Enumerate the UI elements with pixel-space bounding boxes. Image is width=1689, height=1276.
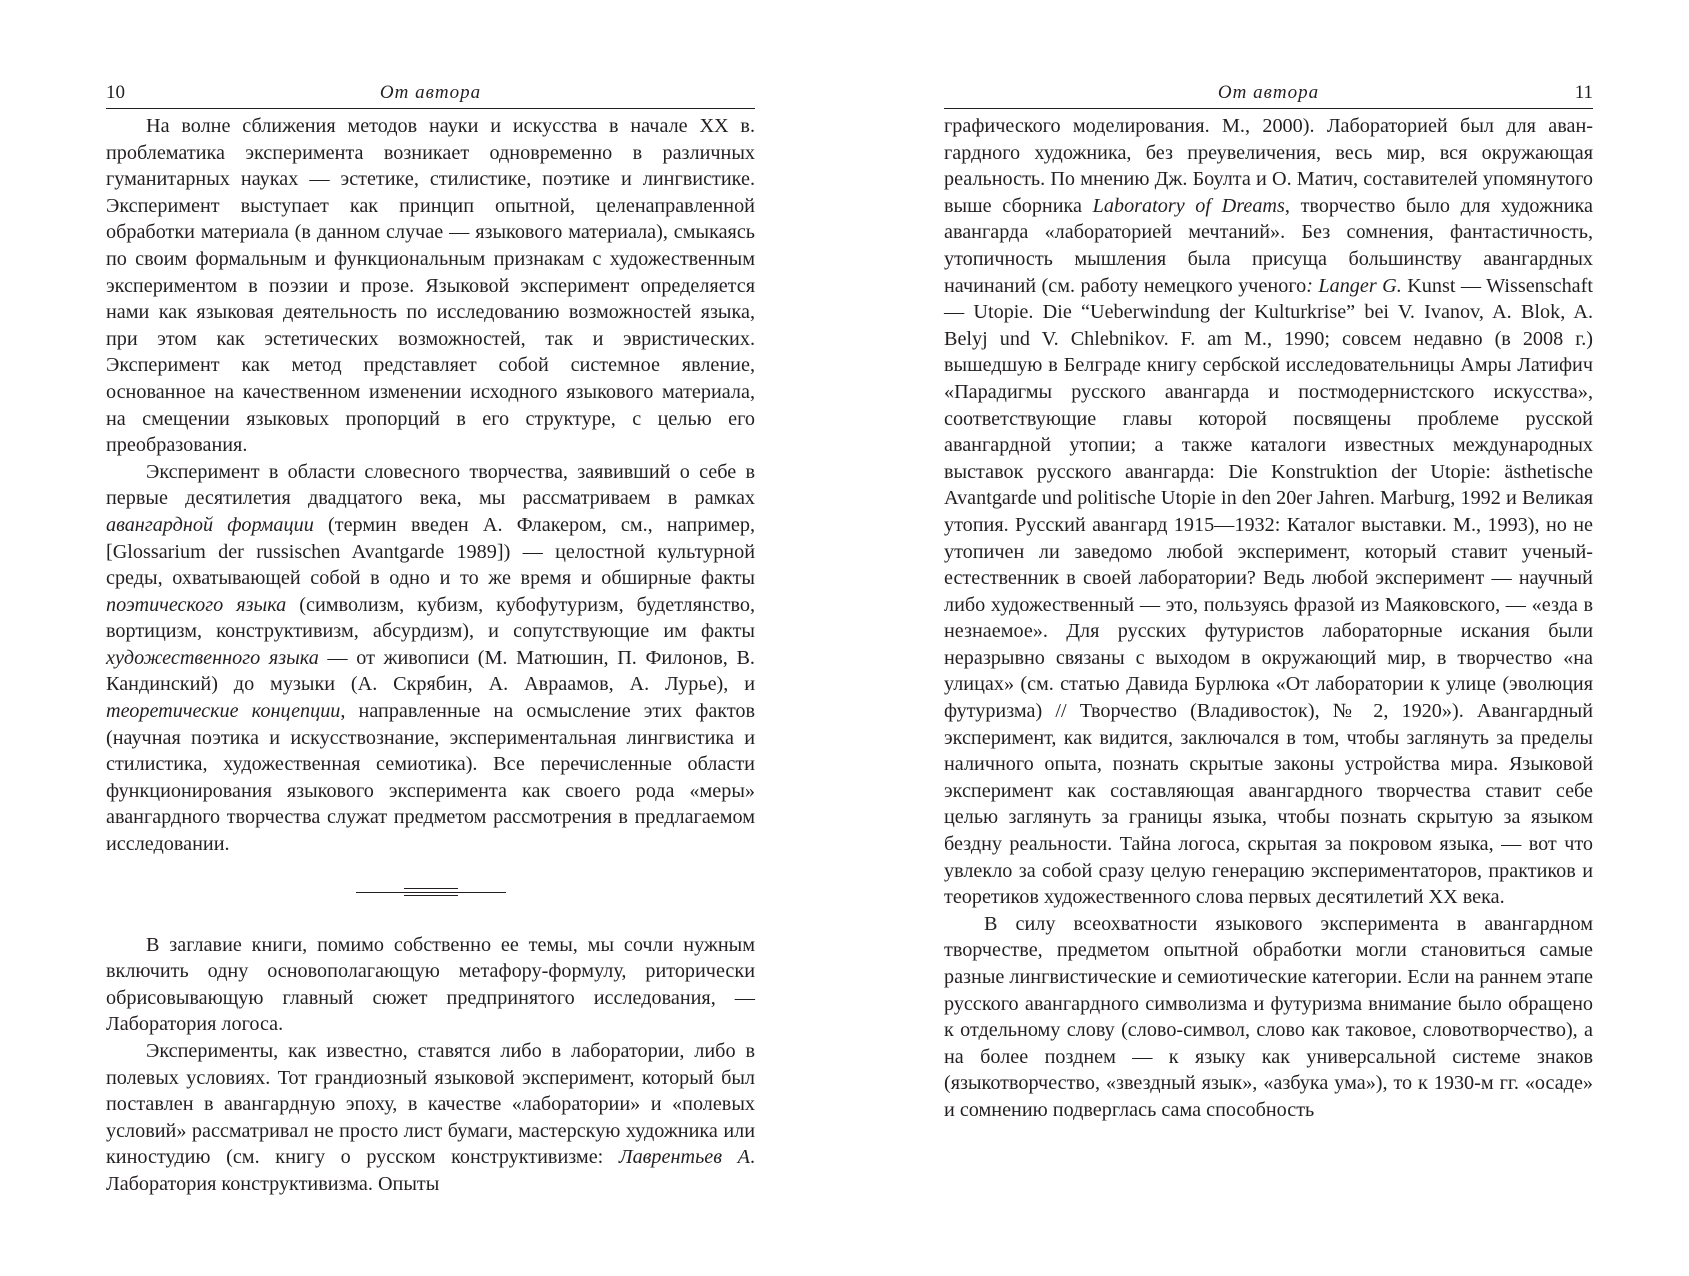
- right-p1-italic-2: : Langer G.: [1306, 274, 1402, 297]
- left-p2-text-1: Эксперимент в области словесного творчества, заявивший о себе в первые десятилетия двадцатого века, мы рассматриваем в рамках: [106, 460, 755, 510]
- left-p2-italic-3: художественного языка: [106, 646, 319, 669]
- right-paragraph-1: [944, 113, 1593, 911]
- left-p4-text-2: . Лаборатория конструктивизма. Опыты: [106, 1146, 755, 1195]
- left-p3-text: В заглавие книги, помимо собственно ее темы, мы сочли нужным включить одну основополагающую метафору-формулу, риторически обрисовывающую главный сюжет предпринятого исследования, — Лаборатория логоса.: [106, 933, 755, 1036]
- left-p2-text-5: , направленные на осмысление этих фактов (научная поэтика и искусствознание, экспериментальная лингвистика и стилистика, художественная семиотика). Все перечисленные области функционирования языкового эксперимента как своего рода «меры» авангардного творчества служат предметом рассмотрения в предлагаемом исследовании.: [106, 700, 755, 856]
- right-page-number: 11: [1574, 82, 1593, 103]
- left-p2-text-3: (символизм, кубизм, кубофутуризм, будетлянство, вортицизм, конструктивизм, абсурдизм), и сопутствующие им факты: [106, 593, 756, 643]
- right-p1-italic-1: Laboratory of Dreams: [1092, 194, 1285, 217]
- left-p4-italic-1: Лаврентьев А: [618, 1146, 750, 1169]
- right-p1-text-3: Kunst — Wissenschaft — Utopie. Die “Ueberwindung der Kulturkrise” bei V. Ivanov, A. Blok, A. Belyj und V. Chlebnikov. F. am M., 1990; совсем недавно (в 2008 г.) вышедшую в Белграде книгу сербской исследовательницы Амры Латифич «Парадигмы русского авангарда и постмодернистского искусства», соответствующие главы которой посвящены проблеме русской авангардной утопии; а также каталоги известных международных выставок русского авангарда: Die Konstruktion der Utopie: ästhetische Avantgarde und politische Utopie in den 20er Jahren. Marburg, 1992 и Великая утопия. Русский авангард 1915—1932: Каталог выставки. М., 1993), но не утопичен ли заведомо любой эксперимент, который ставит ученый-естественник в своей лаборатории? Ведь любой эксперимент — научный либо художественный — это, пользуясь фразой из Маяковского, — «езда в незнаемое». Для русских футуристов лабораторные искания были неразрывно связаны с выходом в окружающий мир, в творчество «на улицах» (см. статью Давида Бурлюка «От лаборатории к улице (эволюция футуризма) // Творчество (Владивосток), № 2, 1920»). Авангардный эксперимент, как видится, заключался в том, чтобы заглянуть за пределы наличного опыта, познать скрытые законы устройства мира. Языковой эксперимент как составляющая авангардного творчества ставит себе целью заглянуть за границы языка, чтобы познать скрытую за языком бездну реальности. Тайна логоса, скрытая за покровом языка, — вот что увлекло за собой сразу целую генерацию экспериментаторов, практиков и теоретиков художественного слова первых десятилетий XX века.: [944, 274, 1593, 909]
- left-paragraph-4: [106, 1038, 755, 1198]
- right-p1-text-2: , творчество было для художника авангарда «лабораторией мечтаний». Без сомнения, фантастичность, утопичность мышления была присуща большинству авангардных начинаний (см. работу немецкого ученого: [944, 194, 1593, 297]
- right-page-header: [944, 76, 1593, 109]
- left-p2-italic-4: теоретические концепции: [106, 700, 341, 723]
- left-page-body: [106, 113, 755, 1198]
- left-p4-text-1: Эксперименты, как известно, ставятся либо в лаборатории, либо в полевых условиях. Тот грандиозный языковой эксперимент, который был поставлен в авангардную эпоху, в качестве «лаборатории» и «полевых условий» рассматривал не просто лист бумаги, мастерскую художника или киностудию (см. книгу о русском конструктивизме:: [106, 1040, 755, 1169]
- left-page: [106, 76, 755, 1198]
- left-p1-text: На волне сближения методов науки и искусства в начале XX в. проблематика эксперимента возникает одновременно в различных гуманитарных науках — эстетике, стилистике, поэтике и лингвистике. Эксперимент выступает как принцип опытной, целенаправленной обработки материала (в данном случае — языкового материала), смыкаясь по своим формальным и функциональным признакам с художественным экспериментом в поэзии и прозе. Языковой эксперимент определяется нами как языковая деятельность по исследованию возможностей языка, при этом как эстетических возможностей, так и эвристических. Эксперимент как метод представляет собой системное явление, основанное на качественном изменении исходного языкового материала, на смещении языковых пропорций в его структуре, с целью его преобразования.: [106, 115, 755, 457]
- left-paragraph-1: [106, 113, 755, 459]
- right-p2-text: В силу всеохватности языкового эксперимента в авангардном творчестве, предметом опытной обработки могли становиться самые разные лингвистические и семиотические категории. Если на раннем этапе русского авангардного символизма и футуризма внимание было обращено к отдельному слову (слово-символ, слово как таковое, словотворчество), а на более позднем — к языку как универсальной системе знаков (языкотворчество, «звездный язык», «азбука ума»), то к 1930-м гг. «осаде» и сомнению подверглась сама способность: [944, 912, 1593, 1121]
- right-p1-text-1: графического моделирования. М., 2000). Лабораторией был для авангардного художника, без преувеличения, весь мир, вся окружающая реальность. По мнению Дж. Боулта и О. Матич, составителей упомянутого выше сборника: [944, 115, 1593, 217]
- section-separator: [106, 868, 755, 922]
- left-page-number: 10: [106, 82, 125, 103]
- left-p2-italic-1: авангардной формации: [106, 513, 314, 536]
- left-p2-italic-2: поэтического языка: [106, 593, 287, 616]
- left-p2-text-4: — от живописи (М. Матюшин, П. Филонов, В. Кандинский) до музыки (А. Скрябин, А. Авраамов, А. Лурье), и: [106, 646, 755, 696]
- left-page-header: [106, 76, 755, 109]
- left-paragraph-3: [106, 932, 755, 1038]
- right-page-body: [944, 113, 1593, 1124]
- left-running-title: От автора: [379, 82, 482, 103]
- right-paragraph-2: [944, 911, 1593, 1124]
- separator-double-rule: [404, 888, 458, 896]
- left-p2-text-2: (термин введен А. Флакером, см., например, [Glossarium der russischen Avantgarde 1989]) — целостной культурной среды, охватывающей собой в одно и то же время и обширные факты: [106, 513, 756, 590]
- right-page: [944, 76, 1593, 1124]
- left-paragraph-2: [106, 459, 755, 858]
- right-running-title: От автора: [1217, 82, 1320, 103]
